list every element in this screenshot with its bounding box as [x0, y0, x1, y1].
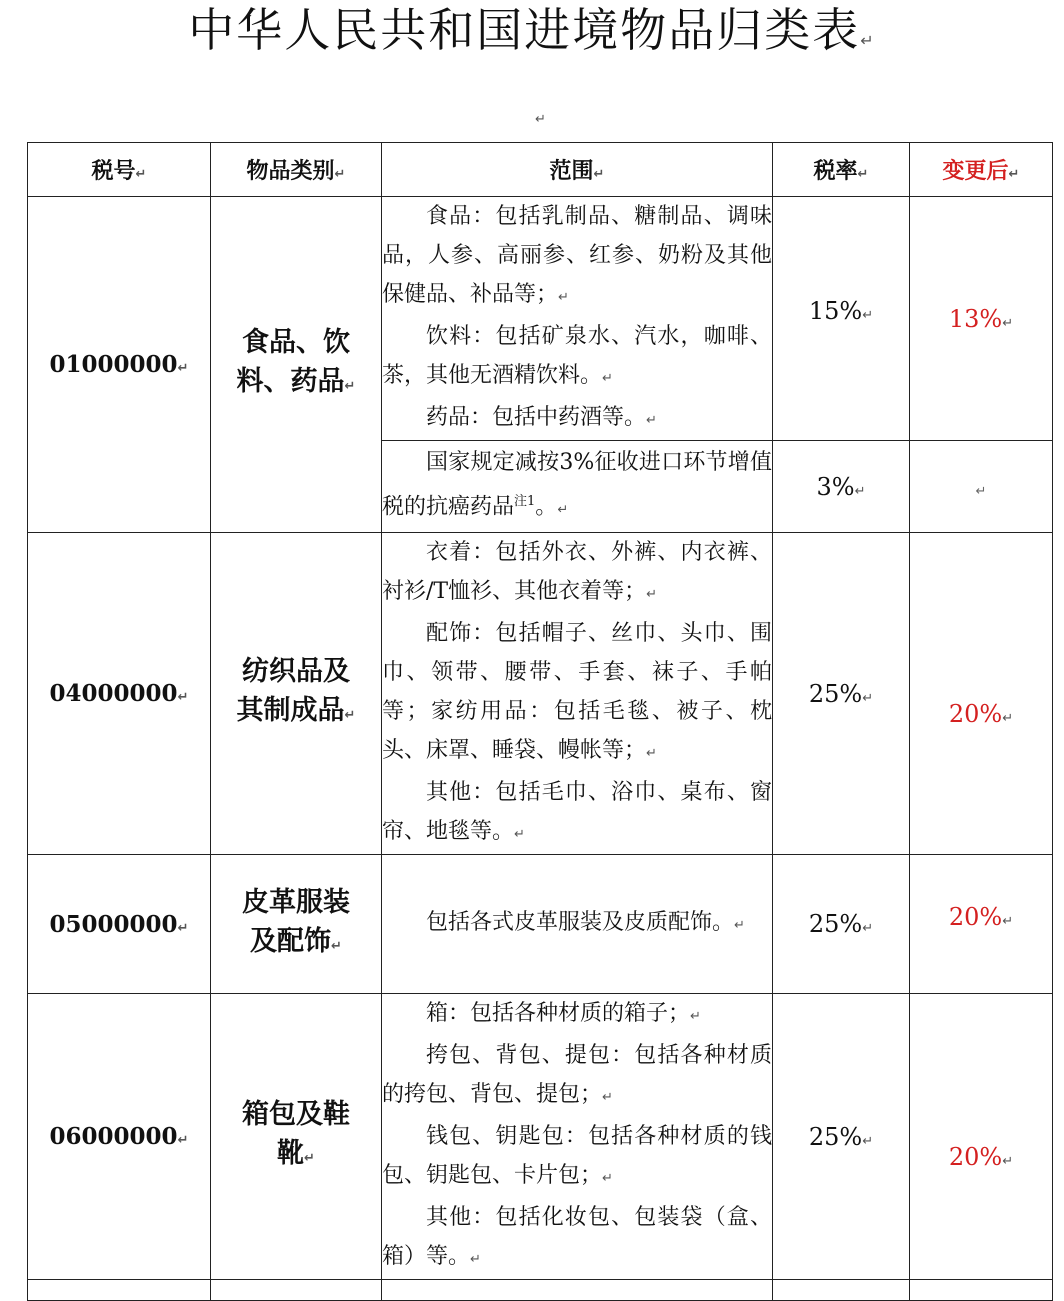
- scope-cell: [382, 197, 773, 441]
- new-rate-value: 20%: [948, 1142, 1003, 1171]
- rate-cell: 15%↵: [773, 197, 910, 441]
- empty-cell: [773, 1280, 910, 1301]
- scope-line: 食品：包括乳制品、糖制品、调味品，人参、高丽参、红参、奶粉及其他保健品、补品等；↵: [382, 204, 772, 307]
- scope-line: 饮料：包括矿泉水、汽水，咖啡、茶，其他无酒精饮料。↵: [382, 324, 772, 388]
- new-rate-value: 13%: [948, 304, 1003, 333]
- category-cell: 食品、饮 料、药品↵: [211, 197, 382, 533]
- scope-line: 钱包、钥匙包：包括各种材质的钱包、钥匙包、卡片包；↵: [382, 1124, 772, 1188]
- scope-line: 箱：包括各种材质的箱子；↵: [426, 1001, 701, 1026]
- rate-cell: 3%↵: [773, 441, 910, 533]
- header-rate: 税率↵: [773, 143, 910, 197]
- new-rate-cell: 13%↵: [910, 197, 1053, 441]
- footnote-ref: 注1: [514, 494, 536, 510]
- empty-cell: [382, 1280, 773, 1301]
- category-cell: 箱包及鞋 靴↵: [211, 994, 382, 1280]
- scope-cell: [382, 994, 773, 1280]
- new-rate-cell: 20%↵: [910, 855, 1053, 994]
- scope-line: 挎包、背包、提包：包括各种材质的挎包、背包、提包；↵: [382, 1043, 772, 1107]
- return-mark: ↵: [535, 112, 546, 127]
- new-rate-value: 20%: [948, 699, 1003, 728]
- new-rate-cell: ↵: [910, 441, 1053, 533]
- table-row: [28, 533, 1053, 855]
- empty-cell: [910, 1280, 1053, 1301]
- new-rate-cell: 20%↵: [910, 533, 1053, 855]
- title-text: 中华人民共和国进境物品归类表: [188, 3, 861, 57]
- new-rate-cell: 20%↵: [910, 994, 1053, 1280]
- page-title: [0, 2, 1064, 69]
- header-scope: 范围↵: [382, 143, 773, 197]
- scope-line: 国家规定减按3%征收进口环节增值税的抗癌药品$^{注1}$。↵: [382, 450, 772, 520]
- table-row: [28, 197, 1053, 441]
- scope-line: 衣着：包括外衣、外裤、内衣裤、衬衫/T恤衫、其他衣着等；↵: [382, 540, 772, 604]
- tax-code-cell: 05000000↵: [28, 855, 211, 994]
- new-rate-value: 20%: [948, 902, 1003, 931]
- header-category: 物品类别↵: [211, 143, 382, 197]
- scope-line: 其他：包括毛巾、浴巾、桌布、窗帘、地毯等。↵: [382, 780, 772, 844]
- table-row: [28, 855, 1053, 994]
- empty-cell: [211, 1280, 382, 1301]
- scope-line: 配饰：包括帽子、丝巾、头巾、围巾、领带、腰带、手套、袜子、手帕等；家纺用品：包括毛毯、被子、枕头、床罩、睡袋、幔帐等；↵: [382, 621, 772, 763]
- empty-cell: [28, 1280, 211, 1301]
- rate-cell: 25%↵: [773, 994, 910, 1280]
- tax-code-cell: 01000000↵: [28, 197, 211, 533]
- table-row: [28, 1280, 1053, 1301]
- tax-code-cell: 04000000↵: [28, 533, 211, 855]
- scope-cell: [382, 441, 773, 533]
- scope-line: 其他：包括化妆包、包装袋（盒、箱）等。↵: [382, 1205, 772, 1269]
- scope-line: 药品：包括中药酒等。↵: [426, 405, 657, 430]
- return-mark: ↵: [860, 31, 876, 50]
- header-code: 税号↵: [28, 143, 211, 197]
- header-changed: 变更后↵: [910, 143, 1053, 197]
- category-cell: 纺织品及 其制成品↵: [211, 533, 382, 855]
- scope-line: 包括各式皮革服装及皮质配饰。↵: [426, 910, 745, 935]
- rate-cell: 25%↵: [773, 855, 910, 994]
- scope-cell: [382, 855, 773, 994]
- rate-cell: 25%↵: [773, 533, 910, 855]
- scope-cell: [382, 533, 773, 855]
- classification-table: [27, 142, 1053, 1301]
- category-cell: 皮革服装 及配饰↵: [211, 855, 382, 994]
- table-header-row: [28, 143, 1053, 197]
- tax-code-cell: 06000000↵: [28, 994, 211, 1280]
- table-row: [28, 994, 1053, 1280]
